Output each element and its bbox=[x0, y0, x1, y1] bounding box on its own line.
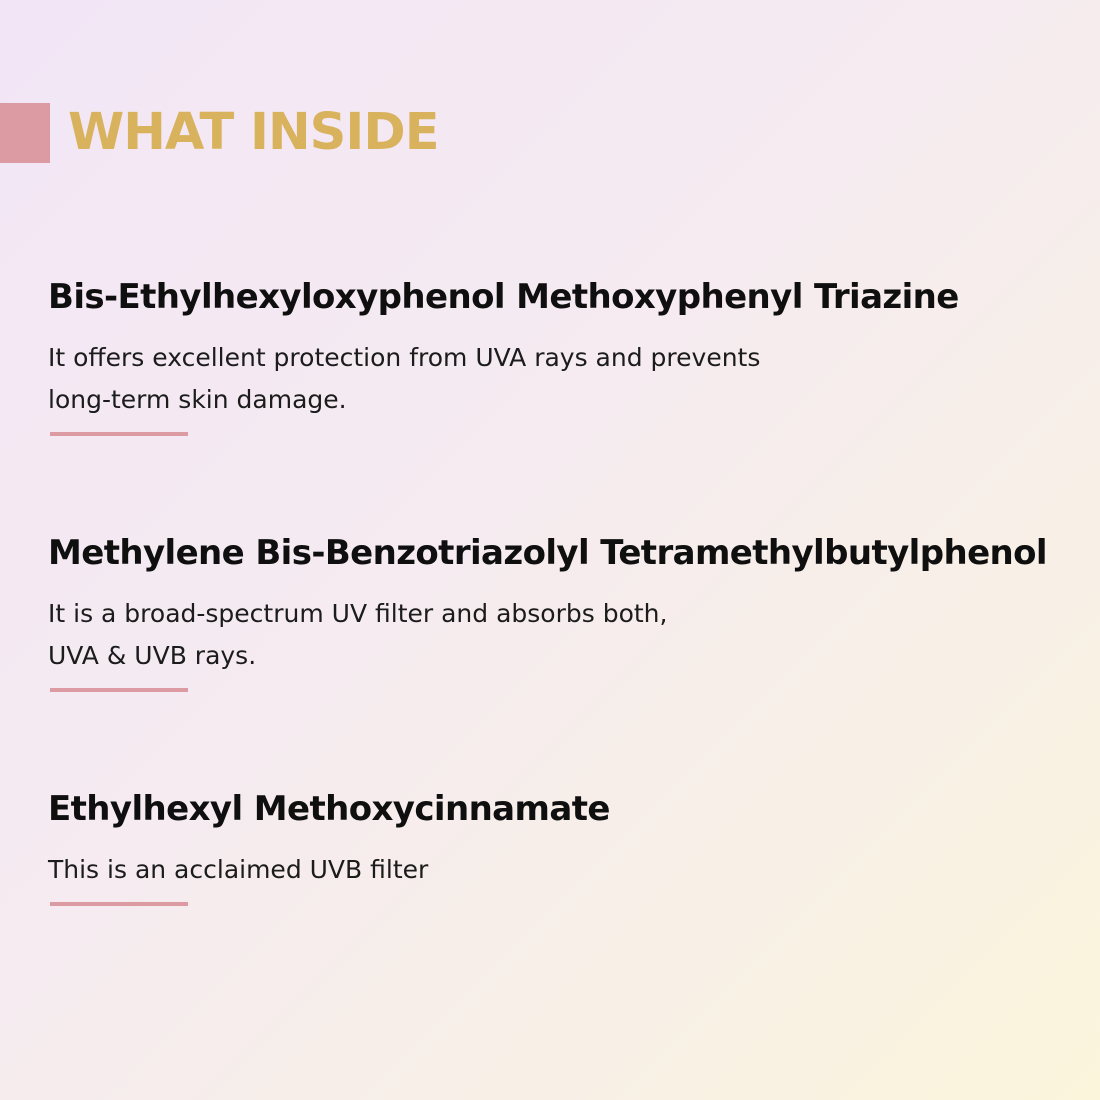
ingredient-item bbox=[48, 787, 1093, 891]
ingredient-divider bbox=[50, 688, 188, 692]
ingredient-item bbox=[48, 275, 1093, 421]
page-title: WHAT INSIDE bbox=[68, 103, 439, 162]
header-accent-bar bbox=[0, 103, 50, 163]
ingredient-name: Bis-Ethylhexyloxyphenol Methoxyphenyl Triazine bbox=[48, 277, 959, 317]
ingredient-description: It is a broad-spectrum UV filter and absorbs both, UVA & UVB rays. bbox=[48, 599, 668, 670]
ingredient-name: Methylene Bis-Benzotriazolyl Tetramethylbutylphenol bbox=[48, 533, 1047, 573]
ingredient-divider bbox=[50, 432, 188, 436]
ingredient-name: Ethylhexyl Methoxycinnamate bbox=[48, 789, 610, 829]
ingredient-divider bbox=[50, 902, 188, 906]
ingredient-description: It offers excellent protection from UVA rays and prevents long-term skin damage. bbox=[48, 343, 761, 414]
ingredient-description: This is an acclaimed UVB filter bbox=[48, 855, 429, 884]
ingredient-item bbox=[48, 531, 1093, 677]
